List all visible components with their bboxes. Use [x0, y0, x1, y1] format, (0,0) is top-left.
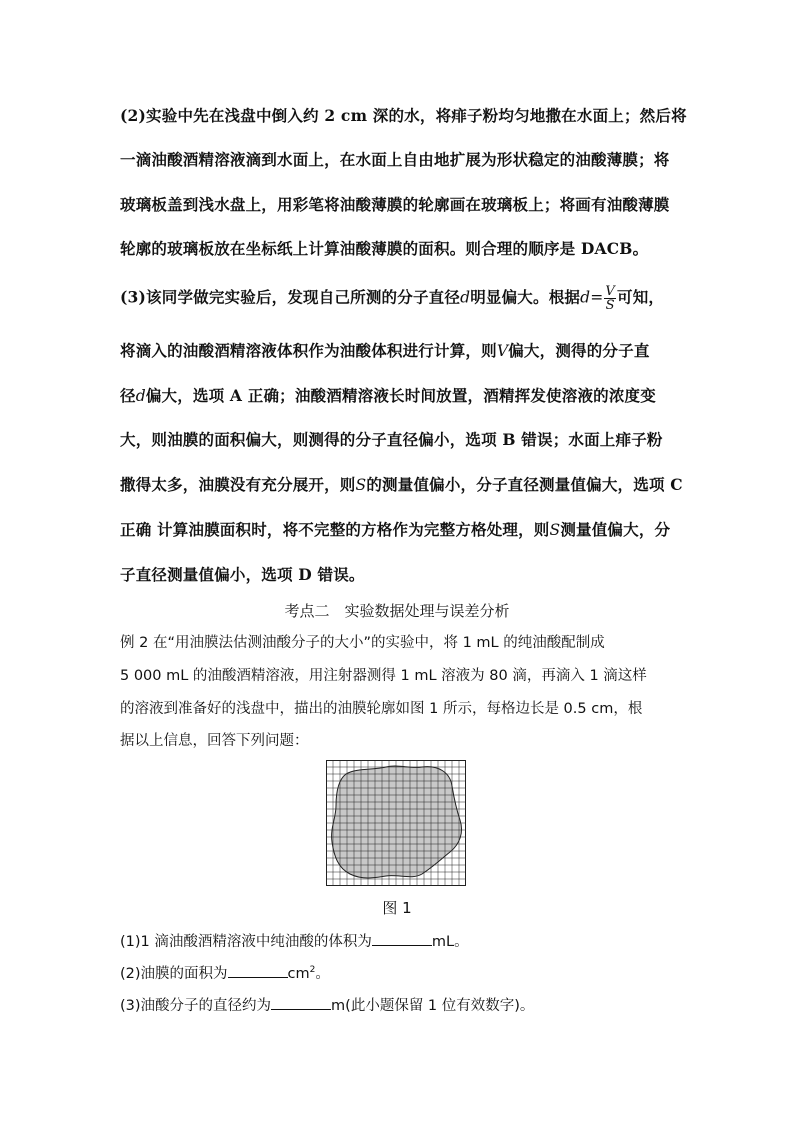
question-2-unit-sup: 2: [309, 965, 316, 976]
question-2-text: (2)油膜的面积为: [120, 966, 228, 982]
example-line-1: 例 2 在“用油膜法估测油酸分子的大小”的实验中，将 1 mL 的纯油酸配制成: [120, 635, 605, 651]
p3-line2-text: 将滴入的油酸酒精溶液体积作为油酸体积进行计算，则: [120, 341, 497, 360]
var-v: V: [496, 342, 509, 360]
p3-line3-text: 径: [120, 386, 136, 405]
var-d: d: [135, 387, 146, 405]
var-d: d: [460, 288, 471, 307]
solution-p3-line-6: [120, 518, 680, 540]
p3-line5-text: 撒得太多，油膜没有充分展开，则: [120, 475, 356, 494]
p3-suffix: 可知，: [617, 287, 665, 307]
question-2: [120, 962, 330, 983]
solution-p3-line-2: [120, 339, 680, 361]
p3-prefix: (3)该同学做完实验后，发现自己所测的分子直径: [120, 287, 461, 307]
question-1: [120, 930, 469, 951]
section-heading: 考点二 实验数据处理与误差分析: [284, 602, 510, 620]
solution-p3-line-4: 大，则油膜的面积偏大，则测得的分子直径偏小，选项 B 错误；水面上痱子粉: [120, 430, 663, 449]
question-1-text: (1)1 滴油酸酒精溶液中纯油酸的体积为: [120, 934, 372, 950]
question-3-unit: m(此小题保留 1 位有效数字)。: [331, 998, 535, 1014]
var-s: S: [549, 521, 561, 539]
p3-mid: 明显偏大。根据: [470, 287, 581, 307]
p3-line3-text-b: 偏大，选项 A 正确；油酸酒精溶液长时间放置，酒精挥发使溶液的浓度变: [145, 386, 656, 405]
question-2-end: 。: [315, 966, 330, 982]
solution-p3-line-1: [120, 285, 680, 312]
answer-blank-1: [372, 933, 432, 946]
p3-line2-text-b: 偏大，测得的分子直: [508, 341, 650, 360]
fraction-numerator: V: [605, 284, 615, 299]
var-s: S: [355, 476, 367, 494]
solution-p2-line-4: 轮廓的玻璃板放在坐标纸上计算油酸薄膜的面积。则合理的顺序是 DACB。: [120, 239, 649, 258]
answer-blank-3: [271, 997, 331, 1010]
formula-d: d=: [580, 288, 604, 307]
question-2-unit: cm: [287, 966, 310, 982]
grid-lines-overlay: [326, 760, 466, 886]
figure-caption: 图 1: [382, 899, 412, 917]
solution-p2-line-1: (2)实验中先在浅盘中倒入约 2 cm 深的水，将痱子粉均匀地撒在水面上；然后将: [120, 106, 687, 125]
fraction-denominator: S: [605, 298, 615, 313]
oil-film-grid-figure: [326, 760, 466, 886]
solution-p3-line-5: [120, 473, 683, 495]
solution-p2-line-3: 玻璃板盖到浅水盘上，用彩笔将油酸薄膜的轮廓画在玻璃板上；将画有油酸薄膜: [120, 195, 670, 214]
solution-p3-line-3: [120, 384, 680, 406]
question-1-unit: mL。: [431, 934, 469, 950]
p3-line5-text-b: 的测量值偏小，分子直径测量值偏大，选项 C: [366, 475, 683, 494]
example-line-4: 据以上信息，回答下列问题：: [120, 733, 309, 749]
fraction-v-over-s: [604, 285, 616, 312]
question-3-text: (3)油酸分子的直径约为: [120, 998, 272, 1014]
oil-film-outline: [332, 766, 462, 878]
answer-blank-2: [228, 965, 288, 978]
question-3: [120, 994, 534, 1015]
example-line-3: 的溶液到准备好的浅盘中，描出的油膜轮廓如图 1 所示，每格边长是 0.5 cm，根: [120, 701, 643, 717]
p3-line6-text: 正确 计算油膜面积时，将不完整的方格作为完整方格处理，则: [120, 520, 550, 539]
solution-p2-line-2: 一滴油酸酒精溶液滴到水面上，在水面上自由地扩展为形状稳定的油酸薄膜；将: [120, 150, 670, 169]
example-line-2: 5 000 mL 的油酸酒精溶液，用注射器测得 1 mL 溶液为 80 滴，再滴入 1 滴这样: [120, 668, 647, 684]
p3-line6-text-b: 测量值偏大，分: [560, 520, 671, 539]
solution-p3-line-7: 子直径测量值偏小，选项 D 错误。: [120, 565, 365, 584]
